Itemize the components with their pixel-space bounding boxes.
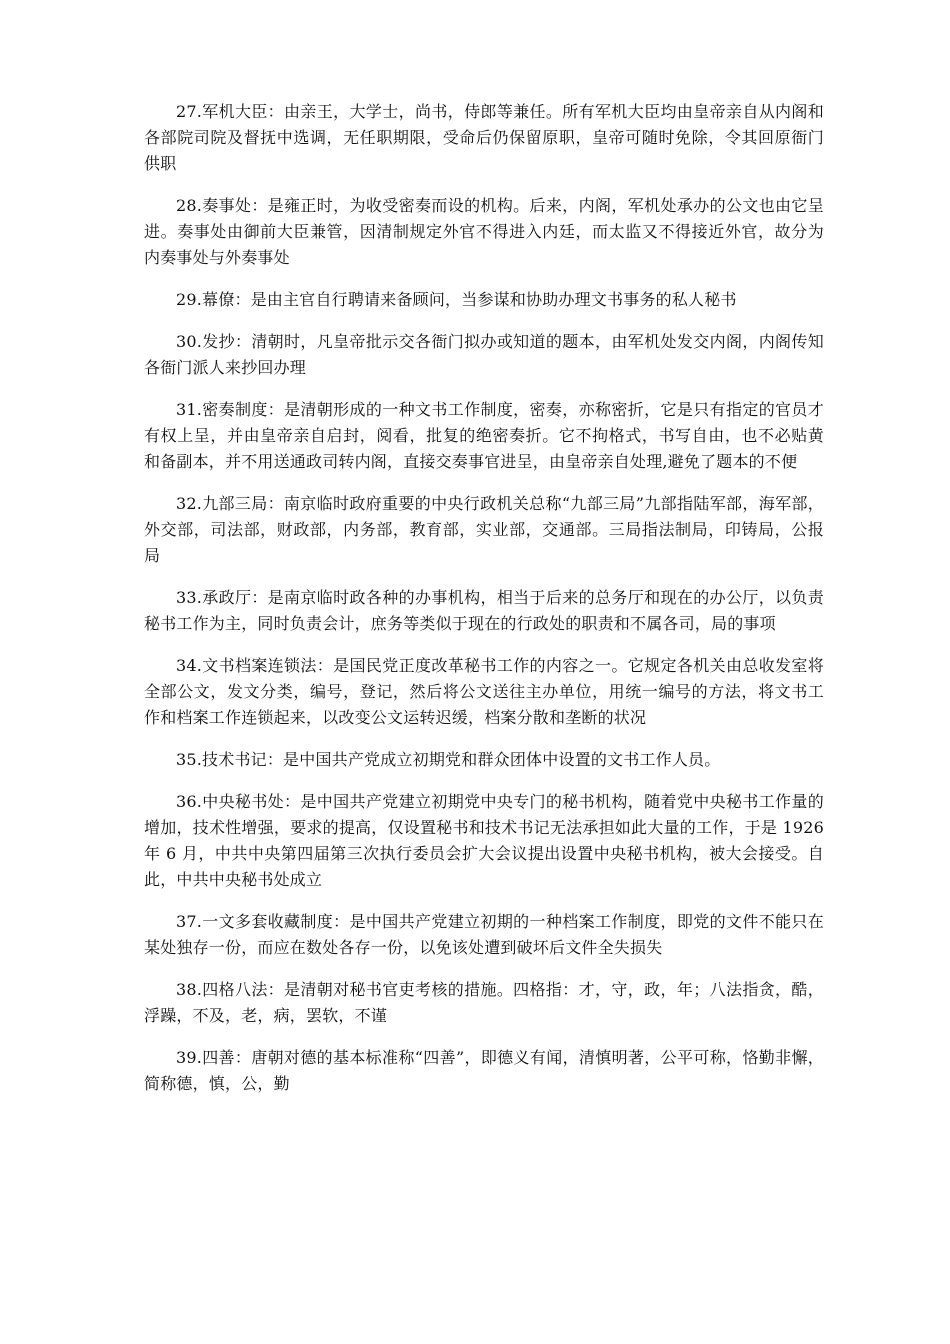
entry-38: 38.四格八法：是清朝对秘书官吏考核的措施。四格指：才，守，政，年；八法指贪，酷，浮躁，不及，老，病，罢软，不谨	[144, 980, 824, 1025]
entry-27: 27.军机大臣：由亲王，大学士，尚书，侍郎等兼任。所有军机大臣均由皇帝亲自从内阁和各部院司院及督抚中选调，无任职期限，受命后仍保留原职，皇帝可随时免除，令其回原衙门供职	[144, 102, 824, 173]
entry-39: 39.四善：唐朝对德的基本标准称“四善”，即德义有闻，清慎明著，公平可称，恪勤非懈，简称德，慎，公，勤	[144, 1048, 824, 1093]
entry-29: 29.幕僚：是由主官自行聘请来备顾问，当参谋和协助办理文书事务的私人秘书	[176, 290, 737, 309]
entry-37: 37.一文多套收藏制度：是中国共产党建立初期的一种档案工作制度，即党的文件不能只在某处独存一份，而应在数处各存一份，以免该处遭到破坏后文件全失损失	[144, 912, 824, 957]
entry-31: 31.密奏制度：是清朝形成的一种文书工作制度，密奏，亦称密折，它是只有指定的官员才有权上呈，并由皇帝亲自启封，阅看，批复的绝密奏折。它不拘格式，书写自由，也不必贴黄和备副本，并不用送通政司转内阁，直接交奏事官进呈，由皇帝亲自处理,避免了题本的不便	[144, 400, 824, 471]
entry-33: 33.承政厅：是南京临时政各种的办事机构，相当于后来的总务厅和现在的办公厅，以负责秘书工作为主，同时负责会计，庶务等类似于现在的行政处的职责和不属各司，局的事项	[144, 588, 824, 633]
entry-34: 34.文书档案连锁法：是国民党正度改革秘书工作的内容之一。它规定各机关由总收发室将全部公文，发文分类，编号，登记，然后将公文送往主办单位，用统一编号的方法，将文书工作和档案工作连锁起来，以改变公文运转迟缓，档案分散和垄断的状况	[144, 656, 824, 727]
document-body	[144, 99, 824, 1113]
entry-30: 30.发抄：清朝时，凡皇帝批示交各衙门拟办或知道的题本，由军机处发交内阁，内阁传知各衙门派人来抄回办理	[144, 332, 824, 377]
entry-28: 28.奏事处：是雍正时，为收受密奏而设的机构。后来，内阁，军机处承办的公文也由它呈进。奏事处由御前大臣兼管，因清制规定外官不得进入内廷，而太监又不得接近外官，故分为内奏事处与外奏事处	[144, 196, 824, 267]
entry-35: 35.技术书记：是中国共产党成立初期党和群众团体中设置的文书工作人员。	[176, 750, 721, 769]
entry-36: 36.中央秘书处：是中国共产党建立初期党中央专门的秘书机构，随着党中央秘书工作量的增加，技术性增强，要求的提高，仅设置秘书和技术书记无法承担如此大量的工作，于是 1926 年 6 月，中共中央第四届第三次执行委员会扩大会议提出设置中央秘书机构，被大会接受。自此，中共中央秘书处成立	[144, 792, 824, 889]
entry-32: 32.九部三局：南京临时政府重要的中央行政机关总称“九部三局”九部指陆军部，海军部，外交部，司法部，财政部，内务部，教育部，实业部，交通部。三局指法制局，印铸局，公报局	[144, 494, 824, 565]
